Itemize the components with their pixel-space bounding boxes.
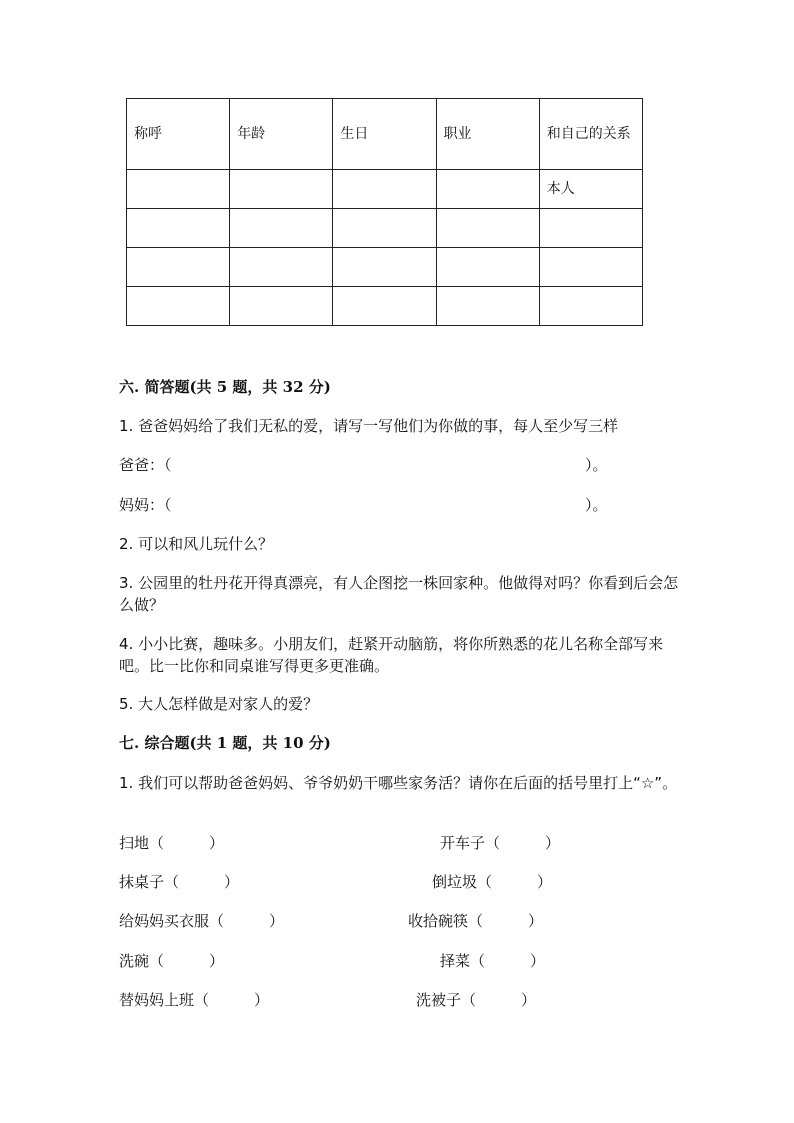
question-6-2: 2. 可以和风儿玩什么？ xyxy=(119,535,274,553)
header-cell: 称呼 xyxy=(127,99,230,170)
table-cell[interactable] xyxy=(230,248,333,287)
chore-item[interactable]: 择菜（ ） xyxy=(440,952,546,970)
table-row xyxy=(127,287,643,326)
dad-answer-blank[interactable] xyxy=(195,454,575,476)
table-cell[interactable] xyxy=(230,209,333,248)
mom-answer-blank[interactable] xyxy=(195,494,575,516)
chore-item[interactable]: 洗碗（ ） xyxy=(119,952,225,970)
chore-item[interactable]: 扫地（ ） xyxy=(119,834,225,852)
chore-item[interactable]: 倒垃圾（ ） xyxy=(432,873,553,891)
table-cell[interactable] xyxy=(436,209,539,248)
table-cell[interactable] xyxy=(127,287,230,326)
table-row xyxy=(127,248,643,287)
question-7-1: 1. 我们可以帮助爸爸妈妈、爷爷奶奶干哪些家务活？请你在后面的括号里打上“☆”。 xyxy=(119,774,678,792)
table-cell[interactable] xyxy=(333,209,436,248)
question-6-1: 1. 爸爸妈妈给了我们无私的爱，请写一写他们为你做的事，每人至少写三样 xyxy=(119,417,619,435)
table-cell[interactable] xyxy=(539,287,642,326)
table-cell[interactable] xyxy=(436,248,539,287)
chore-item[interactable]: 抹桌子（ ） xyxy=(119,873,240,891)
chore-item[interactable]: 收拾碗筷（ ） xyxy=(408,912,544,930)
table-cell[interactable] xyxy=(436,287,539,326)
table-cell[interactable] xyxy=(539,248,642,287)
chore-item[interactable]: 开车子（ ） xyxy=(440,834,561,852)
dad-answer-label: 爸爸：（ xyxy=(119,456,172,474)
table-row xyxy=(127,170,643,209)
table-cell[interactable] xyxy=(333,170,436,209)
table-row xyxy=(127,209,643,248)
question-6-5: 5. 大人怎样做是对家人的爱？ xyxy=(119,695,319,713)
header-cell: 和自己的关系 xyxy=(539,99,642,170)
mom-answer-label: 妈妈：（ xyxy=(119,496,172,514)
chore-item[interactable]: 洗被子（ ） xyxy=(416,991,537,1009)
family-info-table xyxy=(126,98,643,326)
table-cell[interactable] xyxy=(127,209,230,248)
table-cell[interactable] xyxy=(230,287,333,326)
table-cell[interactable]: 本人 xyxy=(539,170,642,209)
table-cell[interactable] xyxy=(539,209,642,248)
table-cell[interactable] xyxy=(127,170,230,209)
dad-answer-close: ）。 xyxy=(585,456,608,474)
section-6-title: 六. 简答题(共 5 题，共 32 分) xyxy=(119,378,331,396)
table-cell[interactable] xyxy=(127,248,230,287)
table-cell[interactable] xyxy=(333,287,436,326)
chore-item[interactable]: 给妈妈买衣服（ ） xyxy=(119,912,285,930)
question-6-3: 3. 公园里的牡丹花开得真漂亮，有人企图挖一株回家种。他做得对吗？你看到后会怎么做？ xyxy=(119,574,679,614)
header-cell: 生日 xyxy=(333,99,436,170)
table-cell[interactable] xyxy=(230,170,333,209)
table-cell[interactable] xyxy=(436,170,539,209)
section-7-title: 七. 综合题(共 1 题，共 10 分) xyxy=(119,734,331,752)
header-cell: 年龄 xyxy=(230,99,333,170)
header-cell: 职业 xyxy=(436,99,539,170)
question-6-4: 4. 小小比赛，趣味多。小朋友们，赶紧开动脑筋，将你所熟悉的花儿名称全部写来吧。比一比你和同桌谁写得更多更准确。 xyxy=(119,635,664,675)
chore-item[interactable]: 替妈妈上班（ ） xyxy=(119,991,270,1009)
table-header-row xyxy=(127,99,643,170)
mom-answer-close: ）。 xyxy=(585,496,608,514)
table-cell[interactable] xyxy=(333,248,436,287)
